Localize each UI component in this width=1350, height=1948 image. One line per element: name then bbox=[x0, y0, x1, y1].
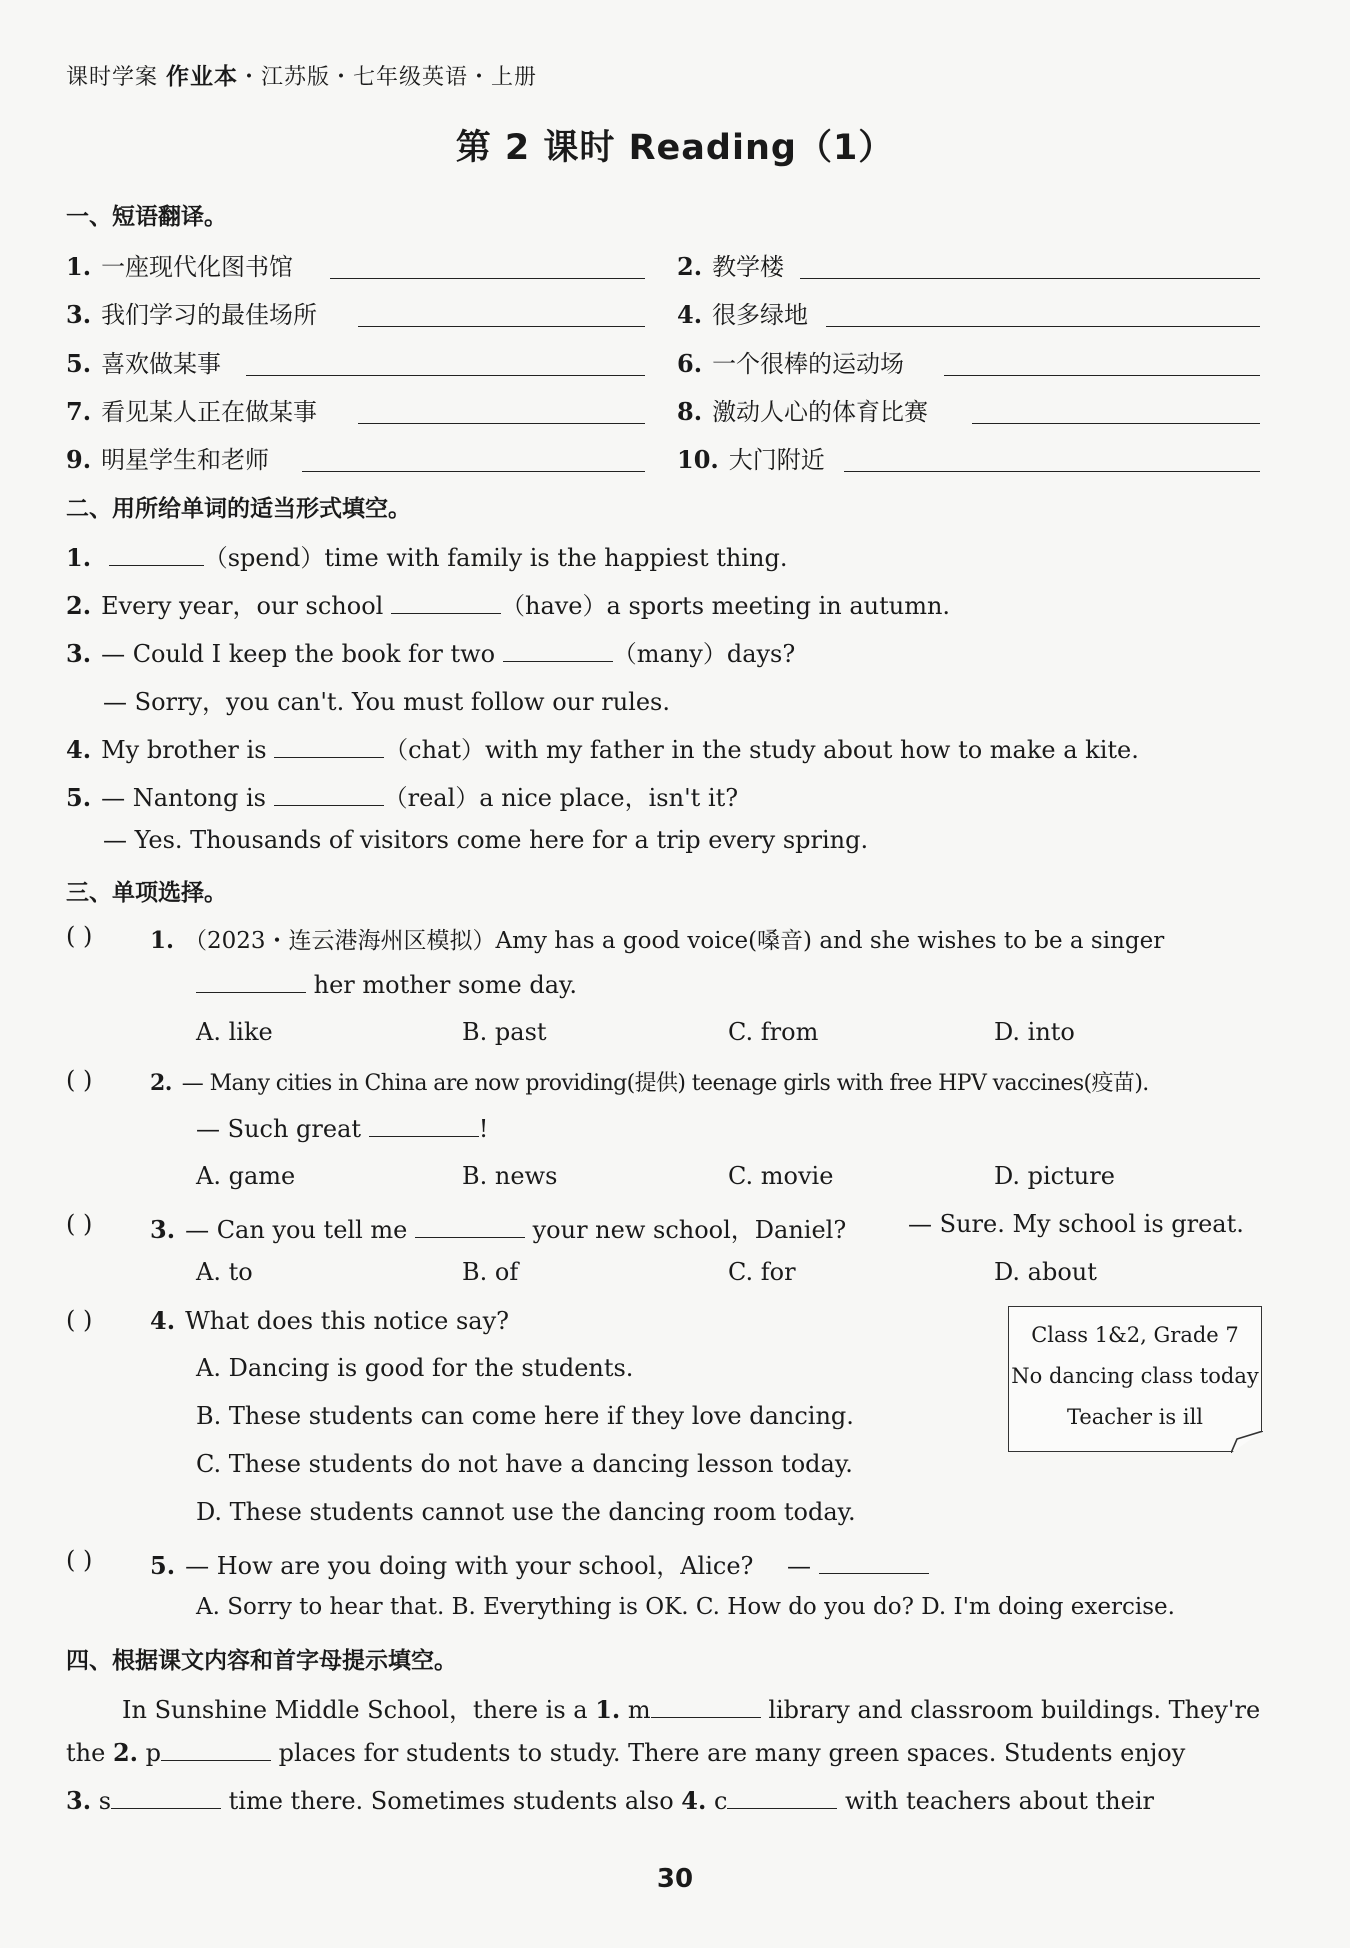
blank-number: 3. bbox=[66, 1786, 92, 1815]
answer-paren[interactable]: ( ) bbox=[66, 1066, 93, 1094]
question-number: 5. bbox=[150, 1551, 176, 1580]
question-text: your new school，Daniel? bbox=[524, 1216, 847, 1244]
fill-question-1 bbox=[66, 538, 788, 573]
question-number: 4. bbox=[150, 1306, 176, 1335]
question-text: （real）a nice place，isn't it? bbox=[383, 784, 739, 812]
answer-blank[interactable] bbox=[111, 1786, 221, 1809]
answer-blank[interactable] bbox=[330, 277, 645, 279]
translation-item-10 bbox=[677, 440, 825, 475]
answer-blank[interactable] bbox=[972, 422, 1260, 424]
question-number: 1. bbox=[66, 543, 92, 572]
answer-paren[interactable]: ( ) bbox=[66, 1306, 93, 1334]
blank-number: 1. bbox=[595, 1695, 621, 1724]
translation-item-5 bbox=[66, 344, 221, 379]
answer-blank[interactable] bbox=[246, 374, 645, 376]
notice-line-2: No dancing class today bbox=[1011, 1364, 1259, 1388]
header-bold: 作业本 bbox=[166, 64, 238, 90]
item-text: 明星学生和老师 bbox=[101, 446, 270, 474]
question-number: 3. bbox=[150, 1215, 176, 1244]
option-d[interactable]: D. picture bbox=[994, 1162, 1115, 1190]
answer-blank[interactable] bbox=[161, 1738, 271, 1761]
item-number: 7. bbox=[66, 397, 92, 426]
notice-line-1: Class 1&2, Grade 7 bbox=[1031, 1323, 1239, 1347]
answer-blank[interactable] bbox=[819, 1551, 929, 1574]
answer-blank[interactable] bbox=[826, 325, 1260, 327]
fill-question-5-reply: — Yes. Thousands of visitors come here for a trip every spring. bbox=[103, 826, 869, 854]
question-text: — Nantong is bbox=[101, 784, 274, 812]
dash: — bbox=[787, 1552, 812, 1580]
question-text: （2023・连云港海州区模拟）Amy has a good voice(嗓音) and she wishes to be a singer bbox=[184, 928, 1165, 954]
answer-blank[interactable] bbox=[503, 639, 613, 662]
choice-question-2-cont bbox=[196, 1114, 488, 1143]
translation-item-2 bbox=[677, 247, 784, 282]
passage-line-3 bbox=[66, 1786, 1266, 1815]
answer-blank[interactable] bbox=[844, 470, 1260, 472]
initial-letter: p bbox=[138, 1739, 161, 1767]
question-text: （many）days? bbox=[612, 640, 796, 668]
passage-text: library and classroom buildings. They're bbox=[760, 1696, 1261, 1724]
item-text: 很多绿地 bbox=[712, 301, 809, 329]
answer-blank[interactable] bbox=[369, 1114, 479, 1137]
question-text: — Could I keep the book for two bbox=[101, 640, 503, 668]
question-text: ! bbox=[478, 1115, 489, 1143]
choice-question-1-cont bbox=[196, 970, 577, 999]
question-text: My brother is bbox=[101, 736, 275, 764]
item-number: 6. bbox=[677, 349, 703, 378]
option-d[interactable]: D. about bbox=[994, 1258, 1097, 1286]
option-b[interactable]: B. news bbox=[462, 1162, 558, 1190]
answer-blank[interactable] bbox=[944, 374, 1260, 376]
option-b[interactable]: B. of bbox=[462, 1258, 519, 1286]
question-text: （chat）with my father in the study about how to make a kite. bbox=[384, 736, 1139, 764]
header-prefix: 课时学案 bbox=[66, 65, 166, 90]
page-fold-icon bbox=[1231, 1431, 1263, 1453]
answer-blank[interactable] bbox=[391, 591, 501, 614]
option-b[interactable]: B. These students can come here if they love dancing. bbox=[196, 1402, 854, 1430]
notice-line-3: Teacher is ill bbox=[1066, 1405, 1204, 1429]
passage-text: with teachers about their bbox=[837, 1787, 1154, 1815]
passage-text: time there. Sometimes students also bbox=[221, 1787, 682, 1815]
option-d[interactable]: D. into bbox=[994, 1018, 1075, 1046]
option-c[interactable]: C. These students do not have a dancing lesson today. bbox=[196, 1450, 853, 1478]
choice-question-5 bbox=[150, 1546, 929, 1581]
question-number: 2. bbox=[150, 1070, 172, 1096]
answer-blank[interactable] bbox=[302, 470, 645, 472]
item-number: 2. bbox=[677, 252, 703, 281]
answer-blank[interactable] bbox=[415, 1215, 525, 1238]
answer-paren[interactable]: ( ) bbox=[66, 1210, 93, 1238]
option-a[interactable]: A. Dancing is good for the students. bbox=[196, 1354, 634, 1382]
running-header bbox=[66, 58, 537, 91]
section-3-heading: 三、单项选择。 bbox=[66, 880, 227, 906]
blank-number: 2. bbox=[112, 1738, 138, 1767]
answer-blank[interactable] bbox=[196, 970, 306, 993]
notice-card bbox=[1008, 1306, 1262, 1452]
item-number: 10. bbox=[677, 445, 719, 474]
passage-line-1 bbox=[122, 1690, 1322, 1725]
item-text: 教学楼 bbox=[712, 253, 785, 281]
answer-blank[interactable] bbox=[800, 277, 1260, 279]
choice-question-1 bbox=[150, 922, 1164, 955]
section-2-heading: 二、用所给单词的适当形式填空。 bbox=[66, 496, 411, 522]
item-text: 我们学习的最佳场所 bbox=[101, 301, 318, 329]
passage-line-2 bbox=[66, 1738, 1266, 1767]
item-number: 3. bbox=[66, 300, 92, 329]
option-a[interactable]: A. game bbox=[196, 1162, 296, 1190]
fill-question-3-reply: — Sorry，you can't. You must follow our rules. bbox=[103, 688, 670, 716]
question-number: 3. bbox=[66, 639, 92, 668]
item-text: 一个很棒的运动场 bbox=[712, 350, 905, 378]
answer-paren[interactable]: ( ) bbox=[66, 922, 93, 950]
option-c[interactable]: C. movie bbox=[728, 1162, 834, 1190]
option-a[interactable]: A. to bbox=[196, 1258, 253, 1286]
question-text: What does this notice say? bbox=[185, 1307, 510, 1335]
translation-item-9 bbox=[66, 440, 269, 475]
item-text: 看见某人正在做某事 bbox=[101, 398, 318, 426]
question-text: — How are you doing with your school，Alice? bbox=[185, 1552, 754, 1580]
fill-question-4 bbox=[66, 730, 1139, 765]
fill-question-2 bbox=[66, 586, 950, 621]
option-b[interactable]: B. past bbox=[462, 1018, 547, 1046]
translation-item-1 bbox=[66, 247, 293, 282]
question-number: 2. bbox=[66, 591, 92, 620]
choice-question-2 bbox=[150, 1066, 1149, 1097]
page-title: 第 2 课时 Reading（1） bbox=[455, 128, 895, 168]
question-text: Every year，our school bbox=[101, 592, 391, 620]
question-text: （have）a sports meeting in autumn. bbox=[500, 592, 951, 620]
question-text: her mother some day. bbox=[313, 971, 578, 999]
initial-letter: c bbox=[706, 1787, 728, 1815]
section-1-heading: 一、短语翻译。 bbox=[66, 204, 227, 230]
fill-question-5 bbox=[66, 778, 738, 813]
item-number: 9. bbox=[66, 445, 92, 474]
answer-blank[interactable] bbox=[274, 735, 384, 758]
option-d[interactable]: D. These students cannot use the dancing room today. bbox=[196, 1498, 856, 1526]
choice-question-4 bbox=[150, 1306, 509, 1335]
answer-blank[interactable] bbox=[358, 325, 645, 327]
answer-paren[interactable]: ( ) bbox=[66, 1546, 93, 1574]
translation-item-4 bbox=[677, 295, 808, 330]
item-text: 喜欢做某事 bbox=[101, 350, 222, 378]
header-suffix: ・江苏版・七年级英语・上册 bbox=[238, 65, 538, 90]
option-c[interactable]: C. for bbox=[728, 1258, 796, 1286]
passage-text: In Sunshine Middle School，there is a bbox=[122, 1696, 596, 1724]
item-number: 4. bbox=[677, 300, 703, 329]
answer-blank[interactable] bbox=[109, 543, 204, 566]
page-number: 30 bbox=[656, 1864, 694, 1894]
option-a[interactable]: A. like bbox=[196, 1018, 273, 1046]
initial-letter: m bbox=[620, 1696, 651, 1724]
answer-blank[interactable] bbox=[651, 1695, 761, 1718]
question-text: — Can you tell me bbox=[185, 1216, 415, 1244]
choice-question-3 bbox=[150, 1210, 846, 1245]
passage-text: places for students to study. There are many green spaces. Students enjoy bbox=[271, 1739, 1186, 1767]
options-line[interactable]: A. Sorry to hear that. B. Everything is OK. C. How do you do? D. I'm doing exercise. bbox=[196, 1594, 1175, 1620]
answer-blank[interactable] bbox=[358, 422, 645, 424]
fill-question-3 bbox=[66, 634, 795, 669]
choice-question-3-reply: — Sure. My school is great. bbox=[908, 1210, 1244, 1238]
blank-number: 4. bbox=[681, 1786, 707, 1815]
item-number: 1. bbox=[66, 252, 92, 281]
answer-blank[interactable] bbox=[274, 783, 384, 806]
answer-blank[interactable] bbox=[727, 1786, 837, 1809]
question-text: — Such great bbox=[196, 1115, 369, 1143]
translation-item-7 bbox=[66, 392, 317, 427]
item-text: 激动人心的体育比赛 bbox=[712, 398, 929, 426]
item-text: 一座现代化图书馆 bbox=[101, 253, 294, 281]
translation-item-6 bbox=[677, 344, 904, 379]
translation-item-8 bbox=[677, 392, 928, 427]
item-number: 5. bbox=[66, 349, 92, 378]
question-number: 5. bbox=[66, 783, 92, 812]
item-number: 8. bbox=[677, 397, 703, 426]
question-text: （spend）time with family is the happiest thing. bbox=[203, 544, 788, 572]
translation-item-3 bbox=[66, 295, 317, 330]
option-c[interactable]: C. from bbox=[728, 1018, 819, 1046]
item-text: 大门附近 bbox=[728, 446, 825, 474]
question-number: 4. bbox=[66, 735, 92, 764]
section-4-heading: 四、根据课文内容和首字母提示填空。 bbox=[66, 1648, 457, 1674]
passage-text: the bbox=[66, 1739, 113, 1767]
question-text: — Many cities in China are now providing(提供) teenage girls with free HPV vaccines(疫苗). bbox=[181, 1071, 1149, 1096]
question-number: 1. bbox=[150, 927, 175, 954]
initial-letter: s bbox=[91, 1787, 112, 1815]
